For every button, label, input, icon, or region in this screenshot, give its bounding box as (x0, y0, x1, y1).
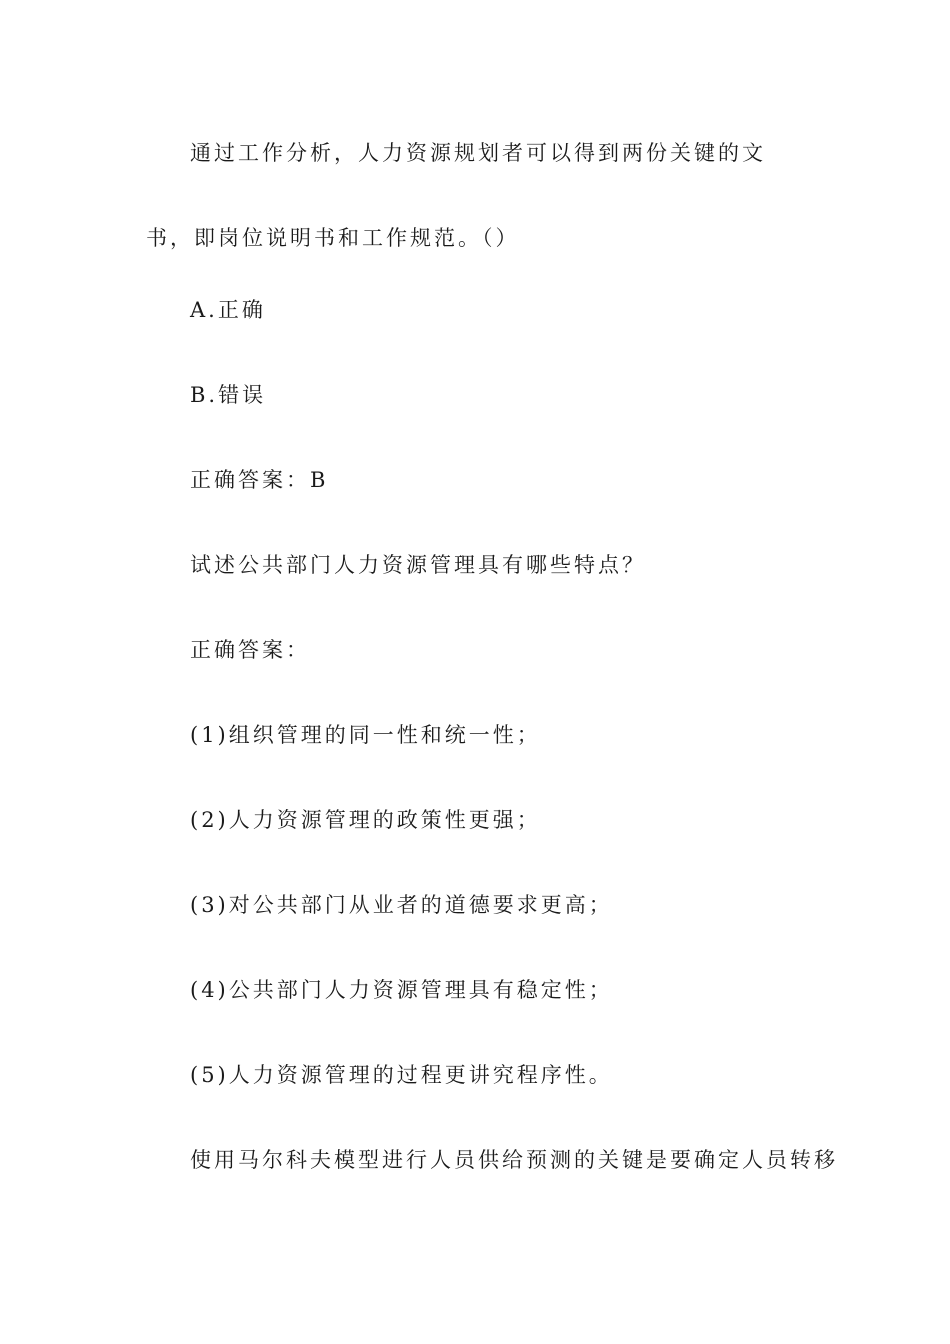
question-2-stem: 试述公共部门人力资源管理具有哪些特点？ (190, 553, 646, 577)
answer-point-2: (2)人力资源管理的政策性更强； (190, 808, 541, 832)
question-3-stem: 使用马尔科夫模型进行人员供给预测的关键是要确定人员转移 (190, 1148, 838, 1172)
question-2-answer-label: 正确答案： (190, 638, 310, 662)
question-1-option-b: B.错误 (190, 383, 267, 407)
question-1-answer: 正确答案：B (190, 468, 329, 492)
answer-point-5: (5)人力资源管理的过程更讲究程序性。 (190, 1063, 613, 1087)
answer-point-1: (1)组织管理的同一性和统一性； (190, 723, 541, 747)
question-1-stem: 通过工作分析，人力资源规划者可以得到两份关键的文书，即岗位说明书和工作规范。（） (146, 141, 766, 250)
answer-point-3: (3)对公共部门从业者的道德要求更高； (190, 893, 613, 917)
question-1-option-a: A.正确 (190, 298, 266, 322)
answer-point-4: (4)公共部门人力资源管理具有稳定性； (190, 978, 613, 1002)
